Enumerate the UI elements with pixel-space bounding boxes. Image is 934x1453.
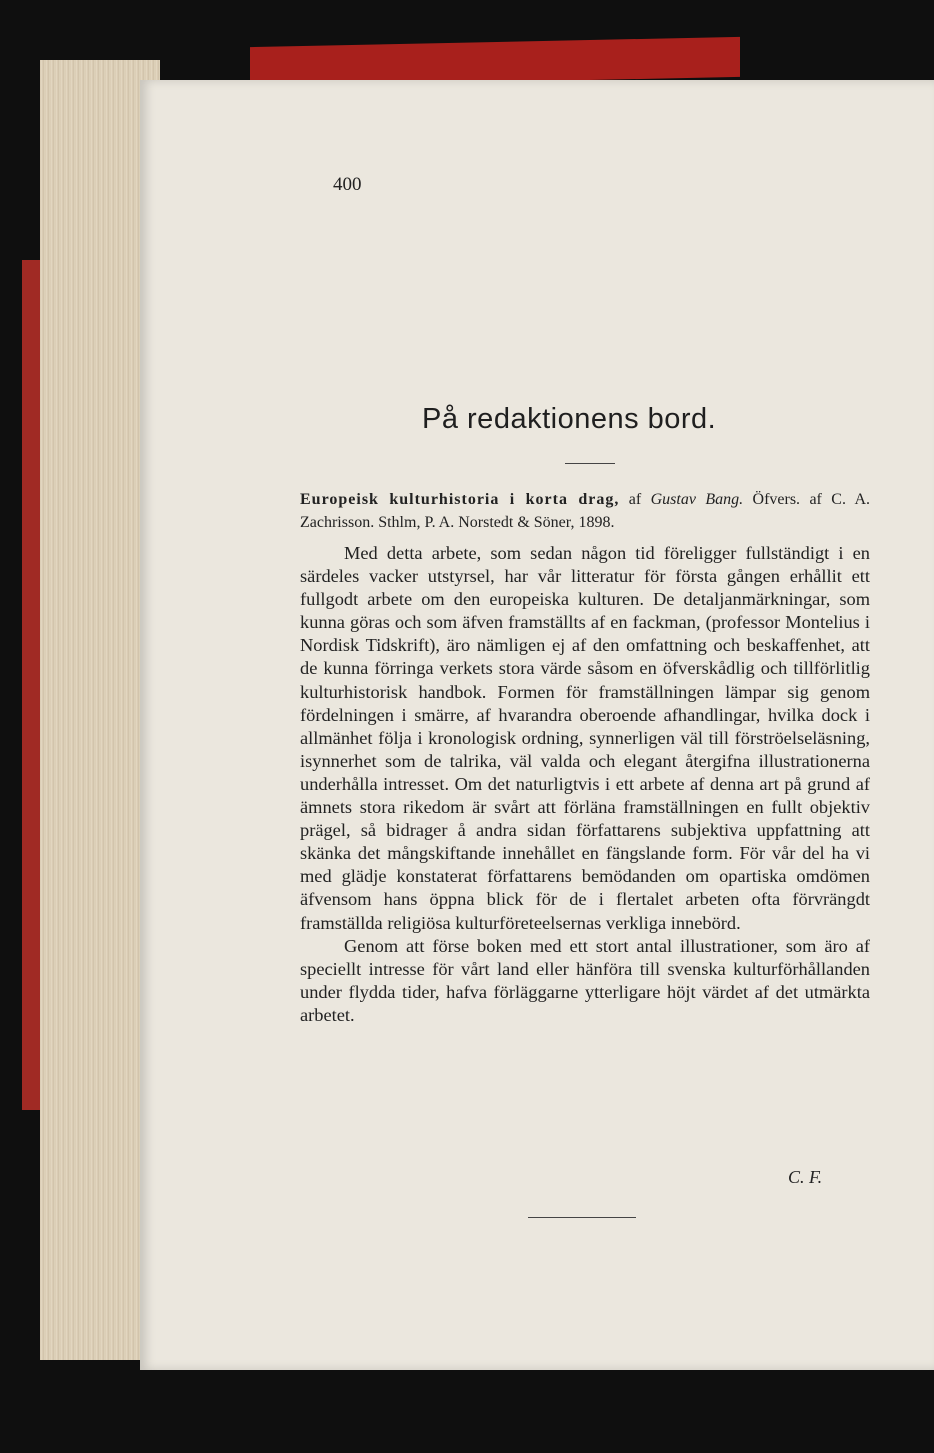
book-title: Europeisk kulturhistoria i korta drag, — [300, 491, 620, 508]
section-title: På redaktionens bord. — [422, 403, 717, 435]
book-author: Gustav Bang. — [650, 491, 744, 508]
title-divider — [565, 463, 615, 464]
page-number: 400 — [333, 174, 362, 195]
end-divider — [528, 1217, 636, 1218]
citation-by: af — [628, 491, 642, 508]
book-citation — [300, 488, 870, 534]
review-paragraph: Genom att förse boken med ett stort antal illustrationer, som äro af speciellt intresse för vårt land eller hänföra till svenska kulturförhållanden under flydda tider, hafva förläggarne ytterligare höjt värdet af det utmärkta arbetet. — [300, 935, 870, 1025]
review-paragraph: Med detta arbete, som sedan någon tid föreligger fullständigt i en särdeles vacker utstyrsel, har vår litteratur för första gången erhållit ett fullgodt arbete om den europeiska kulturen. De detaljanmärkningar, som kunna göras och som äfven framställts af en fackman, (professor Montelius i Nordisk Tidskrift), äro nämligen ej af den omfattning och beskaffenhet, att de kunna förringa verkets stora värde såsom en öfverskådlig och tillförlitlig kulturhistorisk handbok. Formen för framställningen lämpar sig genom fördelningen i smärre, af hvarandra oberoende afhandlingar, hvilka dock i allmänhet följa i kronologisk ordning, synnerligen väl till förströelseläsning, isynnerhet som de talrika, väl valda och elegant återgifna illustrationerna underhålla intresset. Om det naturligtvis i ett arbete af denna art på grund af ämnets stora rikedom är svårt att förläna framställningen en fullt objektiv prägel, så bidrager å andra sidan författarens subjektiva uppfattning att skänka det mångskiftande innehållet en fängslande form. För vår del ha vi med glädje konstaterat författarens bemödanden om opartiska omdömen äfvensom hans öppna blick för de i flertalet arbeten ofta förvrängdt framställda religiösa kulturföreteelsernas verkliga innebörd. — [300, 543, 870, 933]
reviewer-signature: C. F. — [788, 1167, 823, 1187]
review-body — [300, 542, 870, 1027]
publication-info: Öfvers. af C. A. Zachrisson. Sthlm, P. A. Norstedt & Söner, 1898. — [300, 491, 871, 531]
